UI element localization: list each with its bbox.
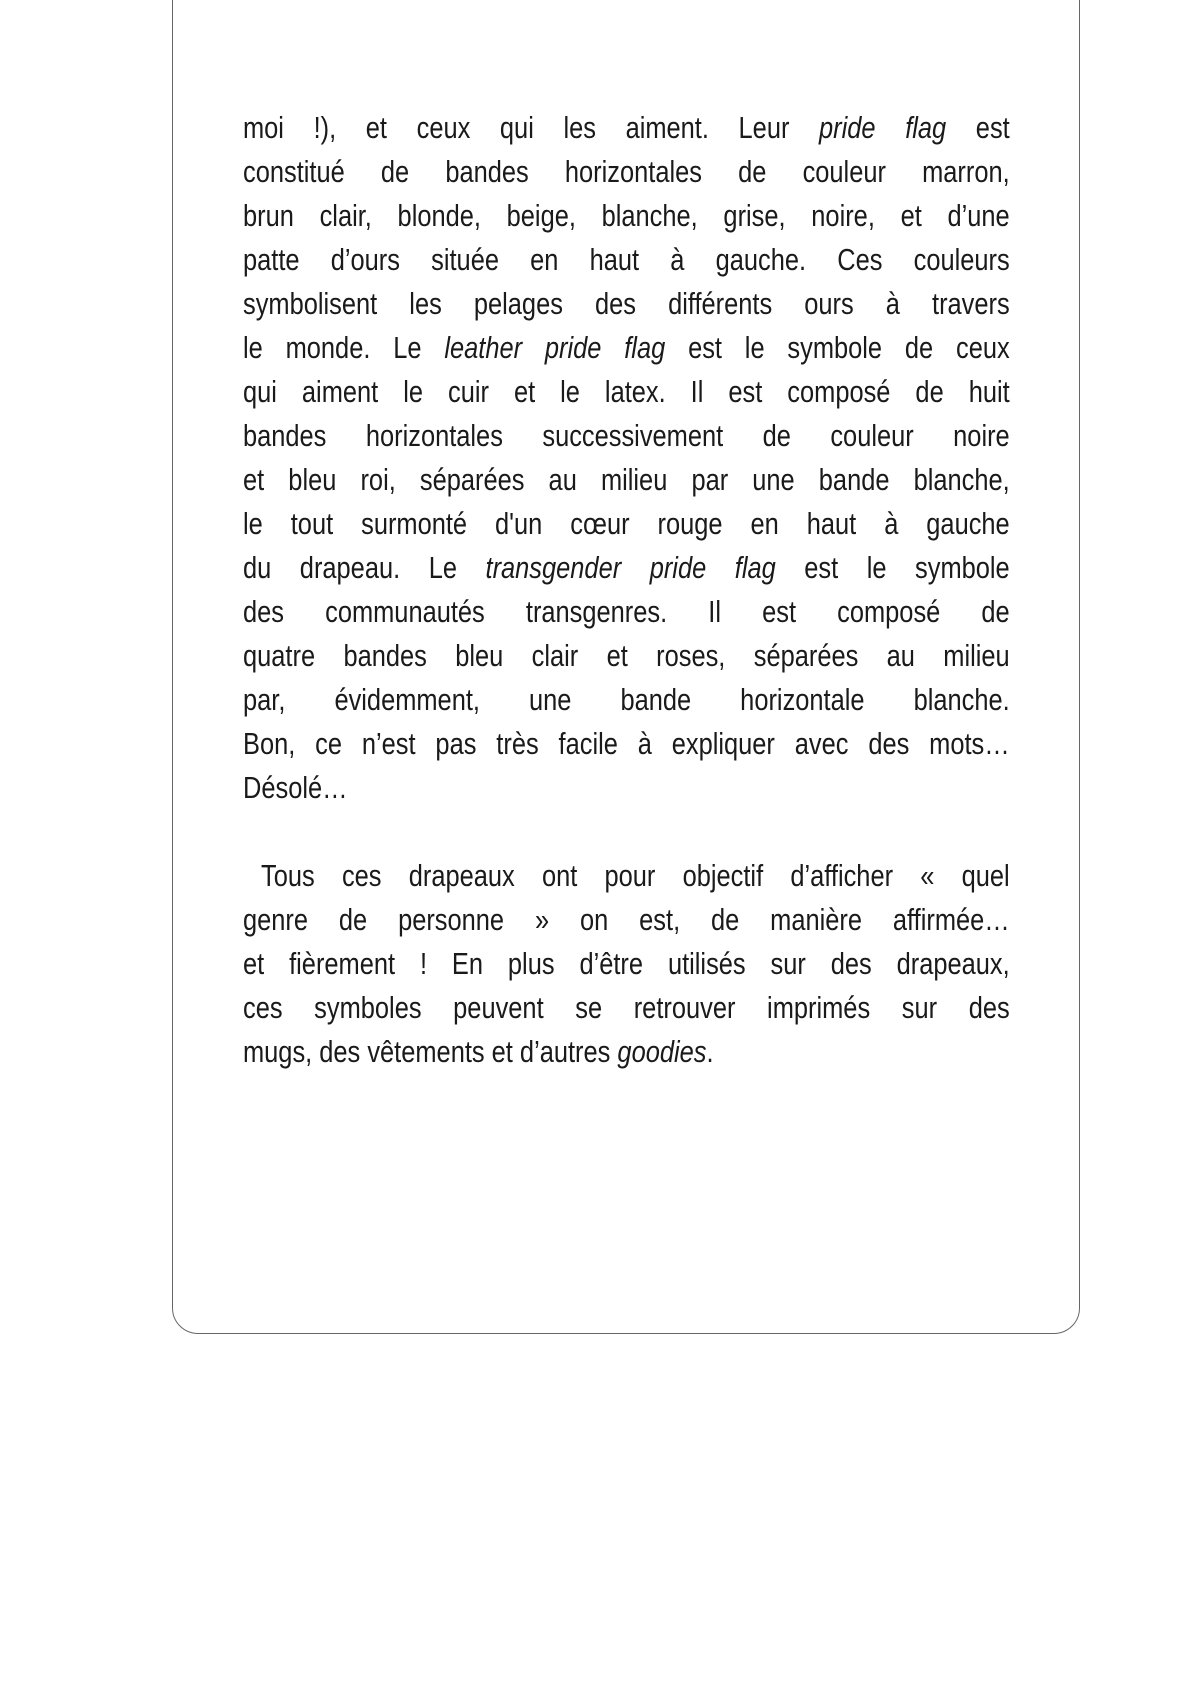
text-line [243, 986, 1010, 1030]
text-segment: qui aiment le cuir et le latex. Il est composé de huit [243, 374, 1010, 409]
text-segment: du drapeau. Le [243, 550, 486, 585]
paragraph [243, 106, 1010, 810]
text-segment: le tout surmonté d'un cœur rouge en haut à gauche [243, 506, 1010, 541]
text-segment: brun clair, blonde, beige, blanche, grise, noire, et d’une [243, 198, 1010, 233]
italic-term: transgender pride flag [485, 550, 776, 585]
text-line [243, 282, 1010, 326]
text-line [243, 194, 1010, 238]
text-segment: ces symboles peuvent se retrouver imprimés sur des [243, 990, 1010, 1025]
text-segment: patte d’ours située en haut à gauche. Ces couleurs [243, 242, 1010, 277]
text-line [243, 238, 1010, 282]
text-segment: bandes horizontales successivement de couleur noire [243, 418, 1010, 453]
text-segment: Bon, ce n’est pas très facile à expliquer avec des mots… [243, 726, 1010, 761]
text-segment: Désolé… [243, 770, 348, 805]
text-line [243, 898, 1010, 942]
text-line [243, 106, 1010, 150]
text-segment: quatre bandes bleu clair et roses, séparées au milieu [243, 638, 1010, 673]
text-line [243, 942, 1010, 986]
paragraph-gap [243, 810, 1010, 854]
text-segment: le monde. Le [243, 330, 445, 365]
text-segment: genre de personne » on est, de manière affirmée… [243, 902, 1010, 937]
text-line [243, 590, 1010, 634]
text-line [243, 1030, 1010, 1074]
text-line [243, 634, 1010, 678]
text-segment: par, évidemment, une bande horizontale blanche. [243, 682, 1010, 717]
text-line [243, 854, 1010, 898]
text-segment: Tous ces drapeaux ont pour objectif d’afficher « quel [261, 858, 1010, 893]
text-segment: des communautés transgenres. Il est composé de [243, 594, 1010, 629]
text-line [243, 414, 1010, 458]
paragraph [243, 854, 1010, 1074]
text-line [243, 678, 1010, 722]
text-segment: est le symbole de ceux [665, 330, 1010, 365]
text-segment: et bleu roi, séparées au milieu par une bande blanche, [243, 462, 1010, 497]
text-line [243, 722, 1010, 766]
text-line [243, 370, 1010, 414]
text-segment: et fièrement ! En plus d’être utilisés sur des drapeaux, [243, 946, 1010, 981]
text-line [243, 150, 1010, 194]
text-segment: mugs, des vêtements et d’autres [243, 1034, 618, 1069]
italic-term: pride flag [819, 110, 947, 145]
text-line [243, 502, 1010, 546]
body-text [243, 106, 1010, 1074]
text-segment: est [946, 110, 1010, 145]
text-line [243, 326, 1010, 370]
text-segment: constitué de bandes horizontales de couleur marron, [243, 154, 1010, 189]
text-segment: moi !), et ceux qui les aiment. Leur [243, 110, 820, 145]
text-segment: . [706, 1034, 714, 1069]
text-segment: symbolisent les pelages des différents ours à travers [243, 286, 1010, 321]
italic-term: goodies [617, 1034, 707, 1069]
italic-term: leather pride flag [444, 330, 666, 365]
text-line [243, 766, 1010, 810]
text-line [243, 458, 1010, 502]
text-line [243, 546, 1010, 590]
text-segment: est le symbole [775, 550, 1010, 585]
